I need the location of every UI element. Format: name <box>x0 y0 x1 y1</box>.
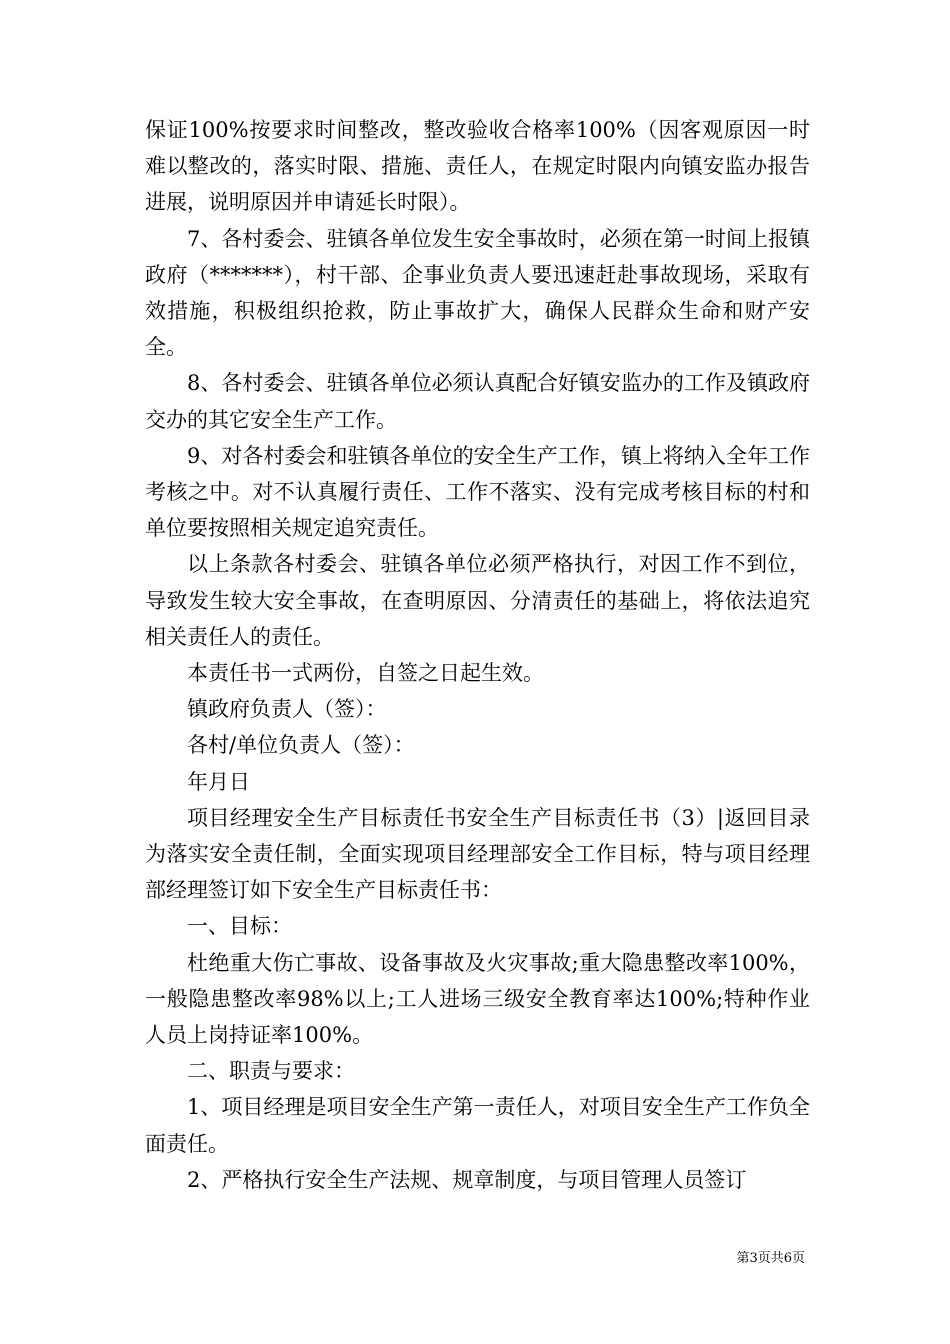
paragraph-10: 项目经理安全生产目标责任书安全生产目标责任书（3）|返回目录为落实安全责任制，全面实现项目经理部安全工作目标，特与项目经理部经理签订如下安全生产目标责任书： <box>145 805 810 903</box>
signature-line-government: 镇政府负责人（签）： <box>187 697 387 722</box>
paragraph-6: 本责任书一式两份，自签之日起生效。 <box>187 661 544 686</box>
paragraph-1: 保证100%按要求时间整改，整改验收合格率100%（因客观原因一时难以整改的，落实时限、措施、责任人，在规定时限内向镇安监办报告进展，说明原因并申请延长时限）。 <box>145 118 810 215</box>
signature-line-unit: 各村/单位负责人（签）： <box>187 733 415 758</box>
paragraph-15: 2、严格执行安全生产法规、规章制度，与项目管理人员签订 <box>187 1167 747 1192</box>
paragraph-14: 1、项目经理是项目安全生产第一责任人，对项目安全生产工作负全面责任。 <box>145 1095 810 1156</box>
document-body <box>145 112 810 1198</box>
paragraph-3: 8、各村委会、驻镇各单位必须认真配合好镇安监办的工作及镇政府交办的其它安全生产工作。 <box>145 371 810 432</box>
date-line: 年月日 <box>187 769 250 794</box>
section-heading-duties: 二、职责与要求： <box>187 1059 355 1084</box>
paragraph-4: 9、对各村委会和驻镇各单位的安全生产工作，镇上将纳入全年工作考核之中。对不认真履行责任、工作不落实、没有完成考核目标的村和单位要按照相关规定追究责任。 <box>145 443 810 541</box>
paragraph-2: 7、各村委会、驻镇各单位发生安全事故时，必须在第一时间上报镇政府（*******），村干部、企事业负责人要迅速赶赴事故现场，采取有效措施，积极组织抢救，防止事故扩大，确保人民群众生命和财产安全。 <box>145 226 810 360</box>
paragraph-12: 杜绝重大伤亡事故、设备事故及火灾事故;重大隐患整改率100%，一般隐患整改率98%以上;工人进场三级安全教育率达100%;特种作业人员上岗持证率100%。 <box>145 950 811 1048</box>
section-heading-targets: 一、目标： <box>187 914 292 939</box>
page-number: 第3页共6页 <box>736 1251 805 1266</box>
paragraph-5: 以上条款各村委会、驻镇各单位必须严格执行，对因工作不到位，导致发生较大安全事故，在查明原因、分清责任的基础上，将依法追究相关责任人的责任。 <box>145 552 810 649</box>
